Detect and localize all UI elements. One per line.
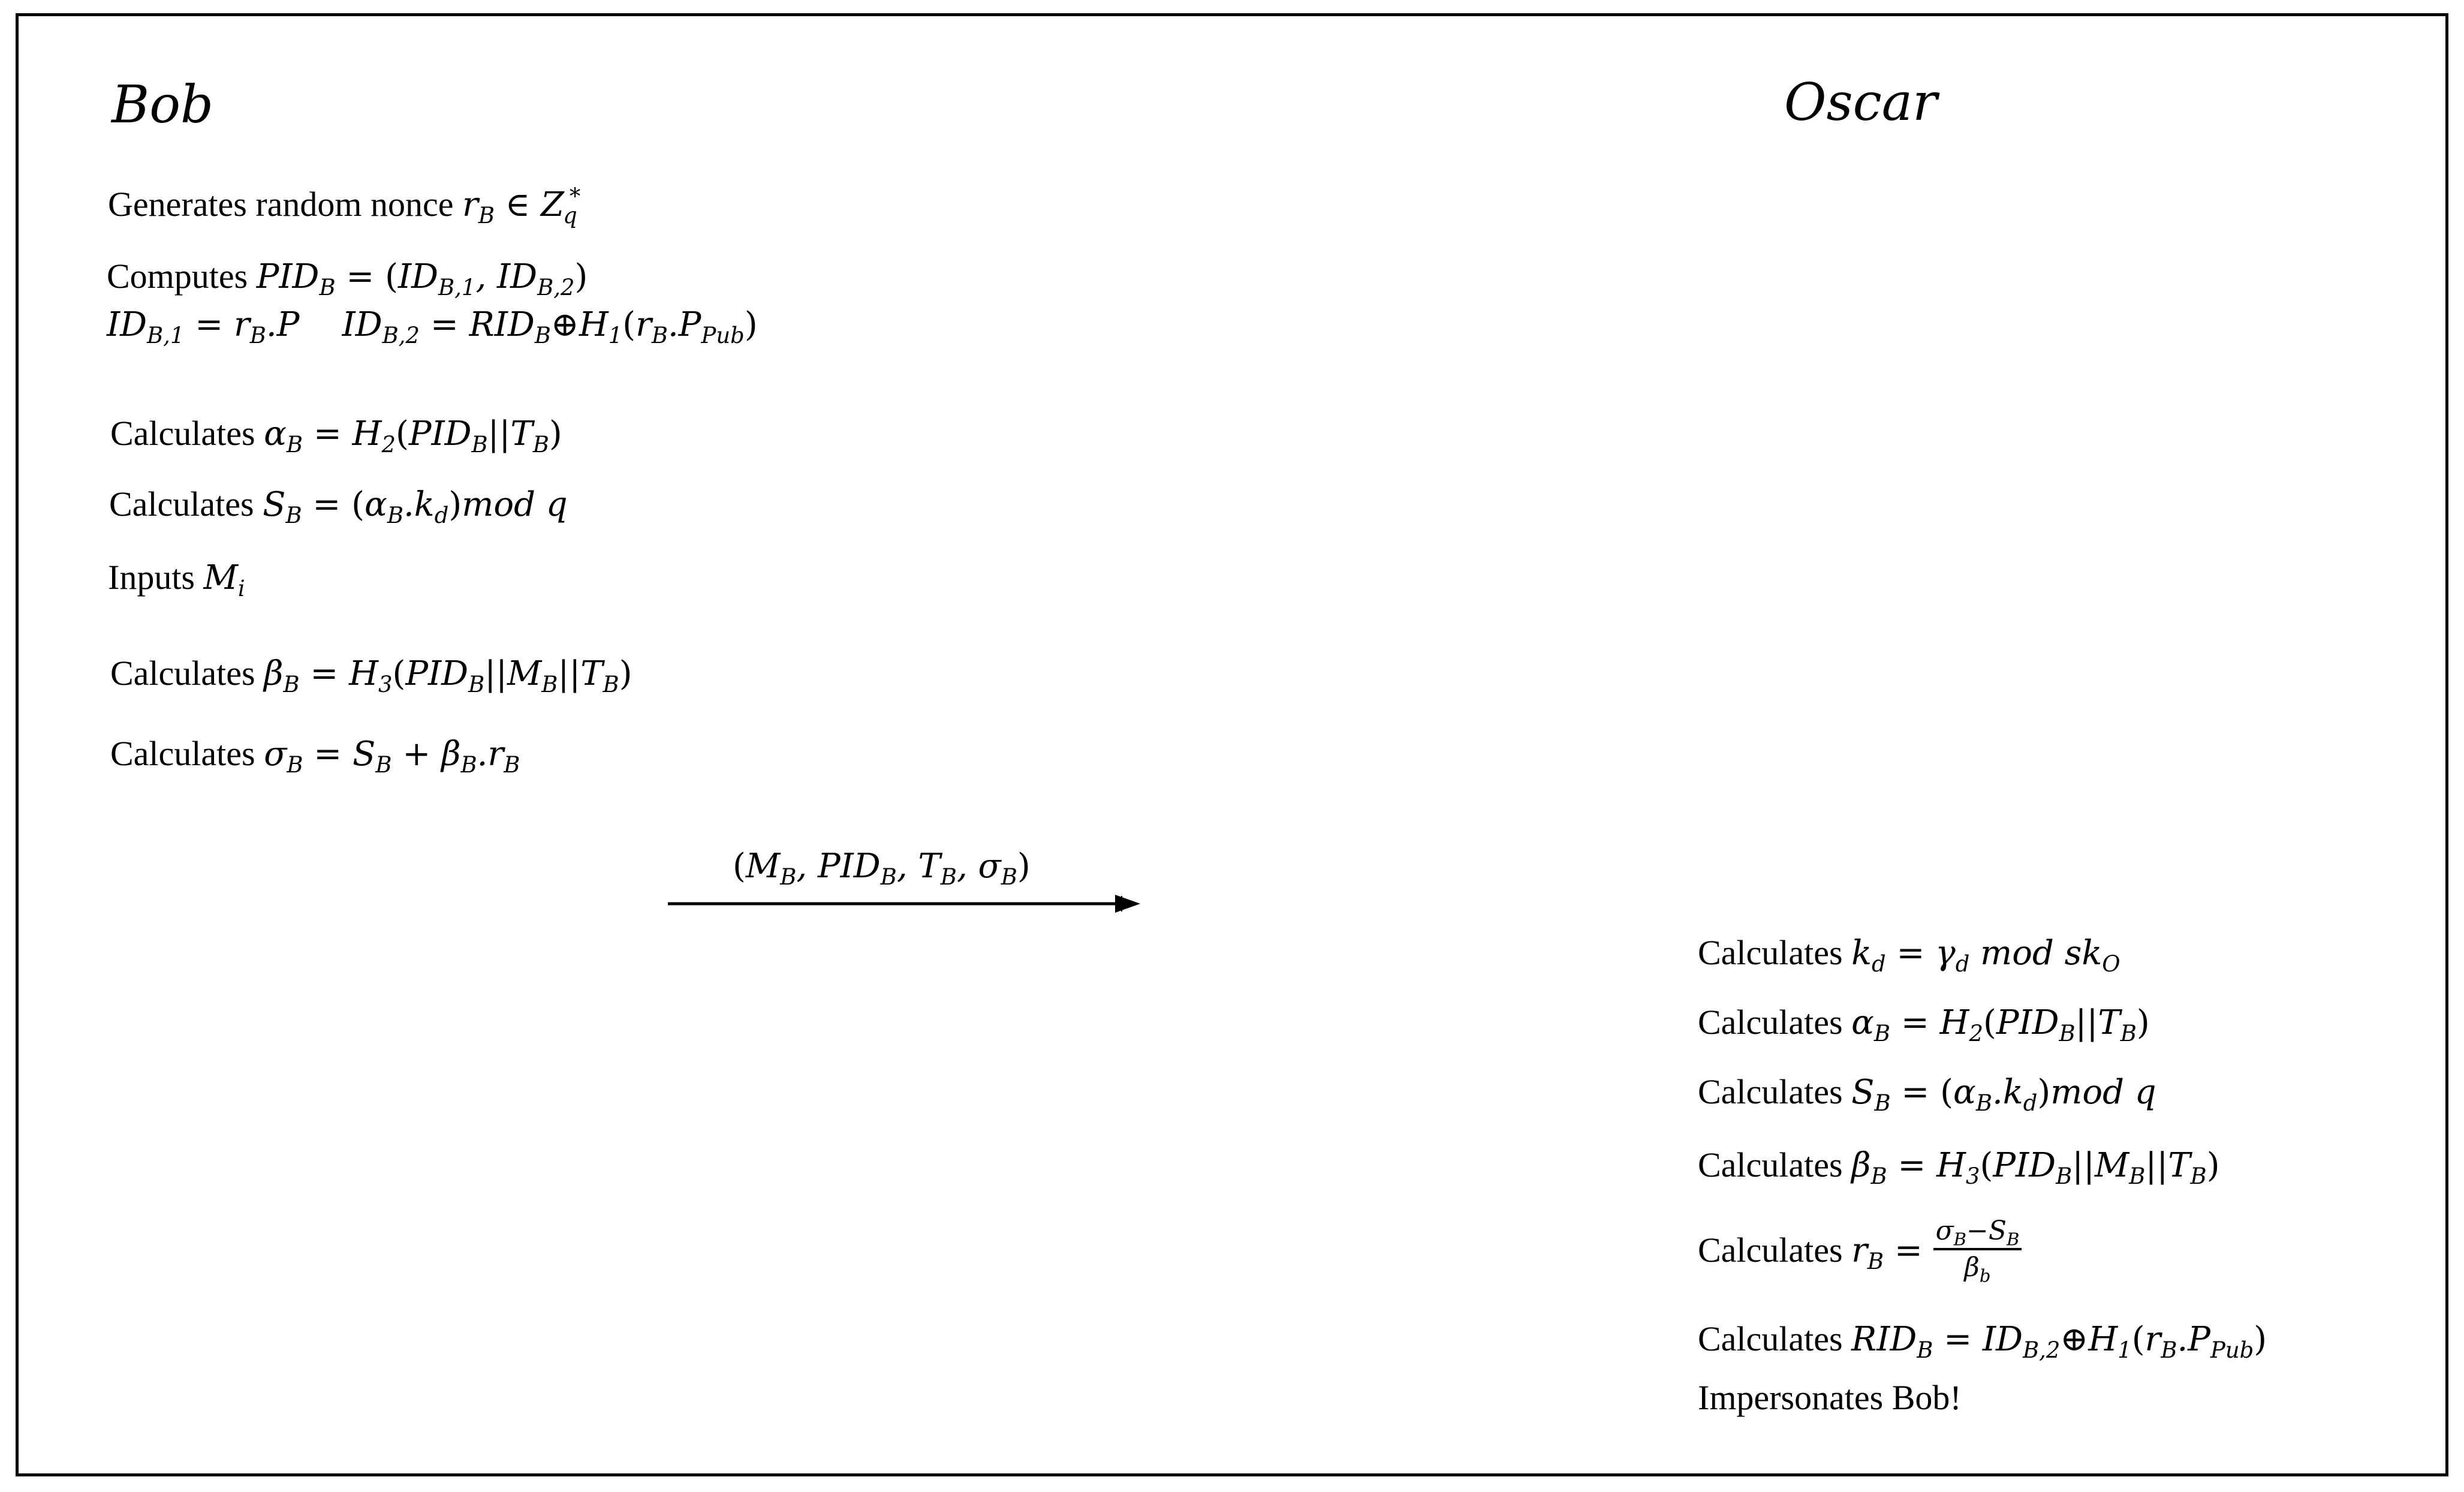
oscar-step-calc-kd	[1698, 933, 2120, 977]
step-text: Impersonates Bob!	[1698, 1378, 1962, 1417]
bob-step-calc-beta	[110, 654, 632, 697]
step-math: $r_B$ = $\frac{\sigma_B-S_B}{\beta_b}$	[1851, 1231, 2022, 1270]
step-math: $S_B = (\alpha_B.k_d)mod$ q	[1851, 1073, 2156, 1116]
message-arrow	[665, 889, 1145, 919]
step-text: Calculates	[110, 654, 264, 693]
bob-step-generate-nonce	[108, 183, 581, 228]
step-text: Calculates	[1698, 1072, 1852, 1111]
oscar-step-calc-alpha	[1698, 1003, 2150, 1046]
step-math: $RID_B$ = $ID_{B,2}\oplus H_1(r_B.P_{Pub})$	[1851, 1320, 2267, 1363]
step-math: $r_B$ ∈ $Z_q^*$	[462, 183, 581, 228]
step-math: $ID_{B,1} = r_B.P$ $ID_{B,2}$ = $RID_B\oplus H_1(r_B.P_{Pub})$	[107, 305, 758, 348]
step-text: Inputs	[108, 558, 204, 597]
step-math: $M_i$	[203, 558, 245, 601]
bob-heading: Bob	[112, 75, 214, 135]
step-math: $\alpha_B = H_2(PID_B||T_B)$	[264, 414, 562, 458]
step-text: Calculates	[109, 485, 263, 524]
step-math: $\alpha_B = H_2(PID_B||T_B)$	[1851, 1003, 2150, 1046]
bob-step-calc-alpha	[110, 414, 562, 458]
step-text: Calculates	[1698, 1145, 1852, 1184]
bob-step-calc-s	[109, 485, 568, 528]
oscar-step-calc-s	[1698, 1072, 2156, 1116]
step-text: Calculates	[1698, 1319, 1852, 1358]
bob-step-calc-sigma	[110, 734, 520, 778]
step-math: $\beta_B = H_3(PID_B||M_B||T_B)$	[264, 654, 632, 697]
step-text: Calculates	[1698, 1231, 1852, 1270]
oscar-heading: Oscar	[1784, 73, 1938, 133]
oscar-step-calc-r	[1698, 1216, 2022, 1286]
step-text: Calculates	[110, 734, 264, 773]
step-text: Calculates	[1698, 1003, 1852, 1042]
oscar-step-calc-beta	[1698, 1145, 2220, 1189]
message-label: ($M_B$, $PID_B$, $T_B$, $\sigma_B$)	[733, 847, 1031, 890]
step-math: $k_d = \gamma_d$ mod $sk_O$	[1851, 934, 2120, 977]
bob-step-input-message	[108, 558, 245, 601]
arrow-head-triangle	[1115, 895, 1140, 913]
step-text: Calculates	[110, 414, 264, 453]
step-math: $\beta_B = H_3(PID_B||M_B||T_B)$	[1851, 1146, 2220, 1189]
step-math: $S_B = (\alpha_B.k_d)mod$ q	[263, 485, 568, 528]
step-text: Generates random nonce	[108, 185, 463, 224]
step-text: Computes	[107, 257, 257, 296]
bob-step-id-components	[107, 305, 758, 348]
bob-step-compute-pid	[107, 257, 588, 300]
oscar-step-impersonate	[1698, 1378, 1962, 1418]
step-math: $\sigma_B = S_B + \beta_B.r_B$	[264, 735, 520, 778]
step-text: Calculates	[1698, 933, 1852, 972]
step-math: $PID_B = (ID_{B,1}$, $ID_{B,2}$)	[256, 257, 588, 300]
oscar-step-calc-rid	[1698, 1319, 2267, 1363]
